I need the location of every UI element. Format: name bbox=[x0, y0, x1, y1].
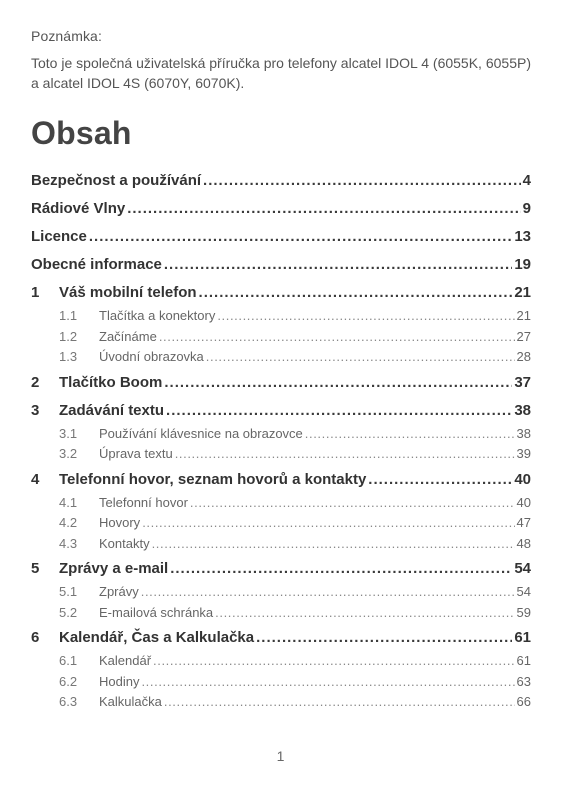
toc-subsection-number: 6.1 bbox=[59, 653, 78, 668]
dot-leader bbox=[368, 471, 512, 488]
dot-leader bbox=[206, 349, 515, 364]
toc-subsection[interactable] bbox=[31, 495, 531, 516]
toc-subsection[interactable] bbox=[31, 674, 531, 695]
toc-subsection[interactable] bbox=[31, 694, 531, 715]
toc-subsection[interactable] bbox=[31, 605, 531, 626]
dot-leader bbox=[89, 228, 512, 245]
dot-leader bbox=[166, 402, 512, 419]
toc-entry-page: 19 bbox=[514, 256, 531, 273]
dot-leader bbox=[153, 653, 514, 668]
toc-chapter-number: 4 bbox=[31, 470, 40, 488]
dot-leader bbox=[170, 560, 512, 577]
toc-chapter-title: Tlačítko Boom bbox=[59, 373, 163, 391]
dot-leader bbox=[164, 374, 512, 391]
page-number: 1 bbox=[276, 748, 285, 764]
toc-chapter-title: Zadávání textu bbox=[59, 401, 165, 419]
toc-subsection-number: 4.2 bbox=[59, 515, 78, 530]
toc-subsection-number: 4.3 bbox=[59, 535, 78, 551]
toc-chapter-number: 3 bbox=[31, 401, 40, 419]
toc-subsection-number: 5.2 bbox=[59, 604, 78, 620]
toc-subsection-page: 66 bbox=[516, 694, 531, 709]
toc-chapter-title: Váš mobilní telefon bbox=[59, 284, 197, 301]
toc-chapter-page: 21 bbox=[514, 284, 531, 301]
toc-entry-page: 13 bbox=[514, 228, 531, 245]
note-label: Poznámka: bbox=[31, 28, 102, 44]
toc-subsection[interactable] bbox=[31, 536, 531, 557]
toc-subsection-page: 40 bbox=[516, 494, 531, 510]
toc-subsection-title: Úvodní obrazovka bbox=[99, 349, 204, 364]
toc-chapter[interactable] bbox=[31, 629, 531, 653]
toc-subsection[interactable] bbox=[31, 584, 531, 605]
toc-subsection-title: Kontakty bbox=[99, 535, 150, 551]
document-page bbox=[31, 28, 531, 715]
toc-subsection-number: 3.1 bbox=[59, 425, 78, 441]
toc-chapter-number: 2 bbox=[31, 373, 40, 391]
toc-subsection-title: Úprava textu bbox=[99, 446, 173, 461]
dot-leader bbox=[256, 629, 512, 646]
table-of-contents bbox=[31, 172, 531, 715]
toc-entry-title: Bezpečnost a používání bbox=[31, 172, 202, 189]
toc-subsection-title: Hovory bbox=[99, 515, 141, 530]
toc-chapter-page: 38 bbox=[514, 401, 531, 419]
toc-subsection[interactable] bbox=[31, 349, 531, 370]
dot-leader bbox=[142, 515, 514, 530]
toc-subsection-number: 4.1 bbox=[59, 494, 78, 510]
toc-subsection-title: Kalkulačka bbox=[99, 694, 162, 709]
dot-leader bbox=[199, 284, 513, 301]
toc-subsection-title: Tlačítka a konektory bbox=[99, 308, 216, 323]
toc-subsection[interactable] bbox=[31, 426, 531, 447]
toc-subsection-number: 6.3 bbox=[59, 694, 78, 709]
dot-leader bbox=[152, 536, 515, 551]
dot-leader bbox=[141, 674, 514, 689]
toc-subsection-page: 28 bbox=[516, 349, 531, 364]
toc-entry[interactable] bbox=[31, 228, 531, 256]
toc-subsection-page: 39 bbox=[516, 446, 531, 461]
toc-subsection[interactable] bbox=[31, 653, 531, 674]
toc-entry-title: Licence bbox=[31, 228, 87, 245]
toc-chapter-title: Kalendář, Čas a Kalkulačka bbox=[59, 629, 255, 646]
toc-subsection-page: 47 bbox=[516, 515, 531, 530]
toc-chapter-title: Telefonní hovor, seznam hovorů a kontakty bbox=[59, 470, 367, 488]
toc-entry-page: 4 bbox=[522, 172, 531, 189]
toc-chapter-page: 61 bbox=[514, 629, 531, 646]
toc-subsection-page: 21 bbox=[516, 308, 531, 323]
toc-entry-title: Rádiové Vlny bbox=[31, 200, 126, 217]
toc-title: Obsah bbox=[31, 115, 132, 151]
toc-chapter-number: 6 bbox=[31, 629, 40, 646]
toc-subsection-page: 38 bbox=[516, 425, 531, 441]
toc-subsection-number: 1.2 bbox=[59, 328, 78, 344]
dot-leader bbox=[164, 256, 512, 273]
dot-leader bbox=[141, 584, 515, 599]
note-text: Toto je společná uživatelská příručka pro telefony alcatel IDOL 4 (6055K, 6055P) a alcatel IDOL 4S (6070Y, 6070K). bbox=[31, 55, 531, 91]
toc-chapter-title: Zprávy a e-mail bbox=[59, 560, 169, 577]
toc-subsection-page: 61 bbox=[516, 653, 531, 668]
dot-leader bbox=[175, 446, 515, 461]
dot-leader bbox=[215, 605, 514, 620]
toc-chapter[interactable] bbox=[31, 560, 531, 584]
toc-chapter[interactable] bbox=[31, 284, 531, 308]
toc-subsection-title: Hodiny bbox=[99, 673, 140, 689]
toc-entry-page: 9 bbox=[522, 200, 531, 217]
toc-subsection[interactable] bbox=[31, 446, 531, 467]
toc-subsection[interactable] bbox=[31, 329, 531, 350]
dot-leader bbox=[127, 200, 520, 217]
toc-entry[interactable] bbox=[31, 256, 531, 284]
dot-leader bbox=[305, 426, 515, 441]
toc-chapter-number: 1 bbox=[31, 284, 40, 301]
dot-leader bbox=[217, 308, 514, 323]
toc-chapter[interactable] bbox=[31, 471, 531, 495]
toc-subsection-title: Začínáme bbox=[99, 328, 157, 344]
toc-subsection-number: 5.1 bbox=[59, 584, 78, 599]
toc-subsection-number: 6.2 bbox=[59, 673, 78, 689]
toc-subsection[interactable] bbox=[31, 515, 531, 536]
toc-entry[interactable] bbox=[31, 200, 531, 228]
toc-subsection[interactable] bbox=[31, 308, 531, 329]
toc-chapter-page: 40 bbox=[514, 470, 531, 488]
toc-subsection-number: 3.2 bbox=[59, 446, 78, 461]
toc-chapter[interactable] bbox=[31, 374, 531, 398]
toc-subsection-page: 63 bbox=[516, 673, 531, 689]
dot-leader bbox=[203, 172, 521, 189]
toc-entry[interactable] bbox=[31, 172, 531, 200]
toc-subsection-title: Používání klávesnice na obrazovce bbox=[99, 425, 303, 441]
dot-leader bbox=[159, 329, 515, 344]
dot-leader bbox=[190, 495, 515, 510]
toc-subsection-title: Zprávy bbox=[99, 584, 139, 599]
toc-subsection-title: Kalendář bbox=[99, 653, 152, 668]
toc-chapter-number: 5 bbox=[31, 560, 40, 577]
toc-chapter-page: 54 bbox=[514, 560, 531, 577]
toc-chapter[interactable] bbox=[31, 402, 531, 426]
toc-chapter-page: 37 bbox=[514, 373, 531, 391]
toc-subsection-page: 54 bbox=[516, 584, 531, 599]
toc-entry-title: Obecné informace bbox=[31, 256, 162, 273]
toc-subsection-number: 1.1 bbox=[59, 308, 78, 323]
toc-subsection-title: E-mailová schránka bbox=[99, 604, 214, 620]
toc-subsection-title: Telefonní hovor bbox=[99, 494, 188, 510]
toc-subsection-page: 27 bbox=[516, 328, 531, 344]
toc-subsection-page: 59 bbox=[516, 604, 531, 620]
toc-subsection-page: 48 bbox=[516, 535, 531, 551]
dot-leader bbox=[164, 694, 515, 709]
toc-subsection-number: 1.3 bbox=[59, 349, 78, 364]
